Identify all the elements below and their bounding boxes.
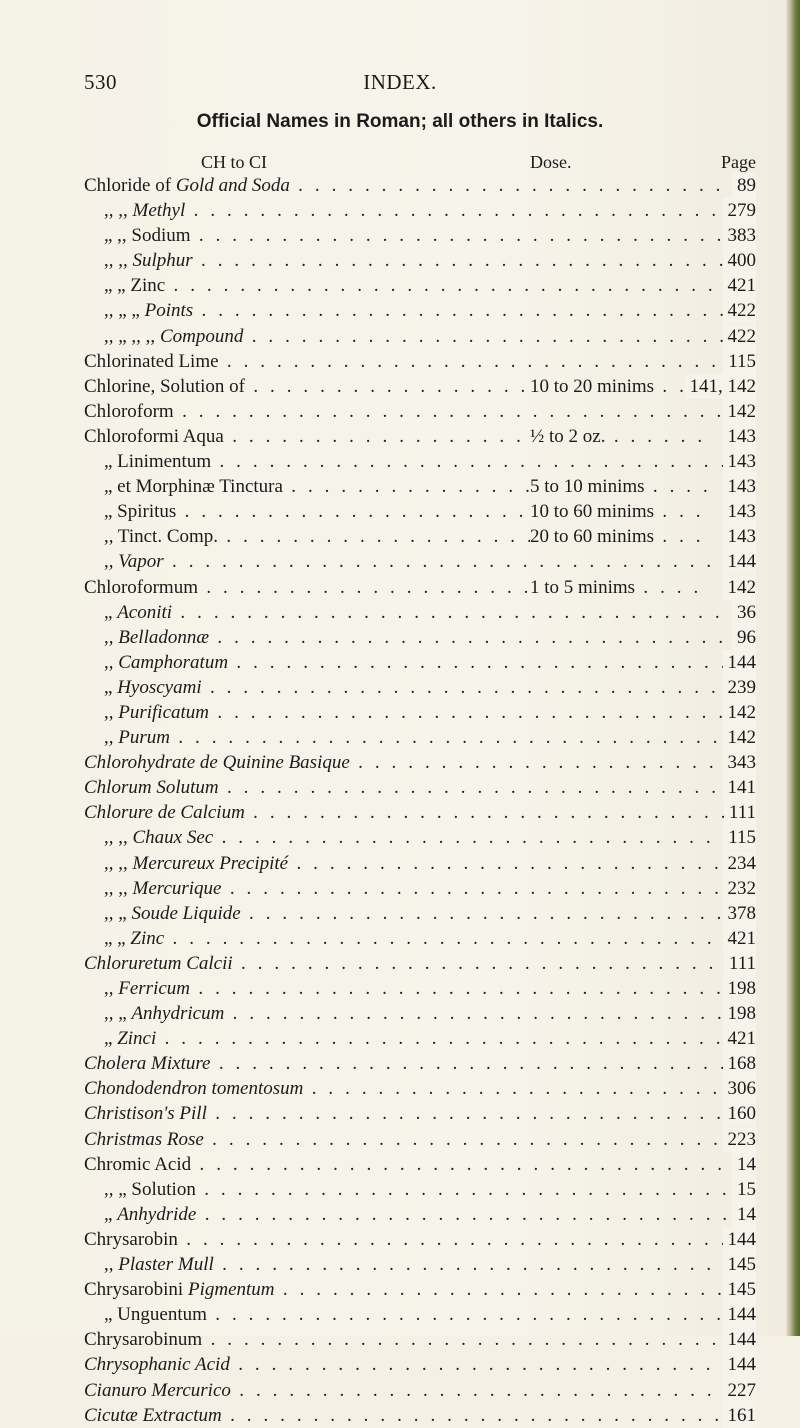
entry-name xyxy=(104,675,756,700)
index-entry xyxy=(84,976,756,1001)
entry-name xyxy=(104,600,756,625)
entry-name xyxy=(104,248,756,273)
page-title: INDEX. xyxy=(363,70,437,94)
index-entry xyxy=(84,524,756,549)
entry-name xyxy=(84,1352,756,1377)
index-entry xyxy=(84,298,756,323)
entry-text: „ „ Zinc xyxy=(104,275,166,297)
entry-name xyxy=(84,1403,756,1428)
entry-dose xyxy=(530,374,710,399)
entry-name xyxy=(84,1227,756,1252)
index-entry-list xyxy=(84,173,756,1428)
index-entry xyxy=(84,349,756,374)
entry-page: 144 xyxy=(723,650,757,675)
entry-name xyxy=(84,800,756,825)
entry-dose-text: 1 to 5 minims xyxy=(530,576,636,598)
entry-text: „ Unguentum xyxy=(104,1304,207,1326)
entry-page: 142 xyxy=(723,399,757,424)
entry-text: „ xyxy=(104,601,118,623)
index-entry xyxy=(84,1051,756,1076)
entry-name xyxy=(104,474,530,499)
entry-text: ,, „ xyxy=(104,1003,132,1025)
entry-text: ,, xyxy=(104,626,119,648)
entry-name xyxy=(84,1127,756,1152)
entry-dose-text: 5 to 10 minims xyxy=(530,476,645,498)
entry-dose xyxy=(530,474,710,499)
entry-page: 234 xyxy=(723,851,757,876)
index-entry xyxy=(84,424,756,449)
entry-page: 144 xyxy=(723,1327,757,1352)
entry-name xyxy=(104,825,756,850)
entry-name xyxy=(104,223,756,248)
entry-page: 15 xyxy=(732,1177,756,1202)
entry-italic-text: Sulphur xyxy=(132,250,193,272)
entry-name xyxy=(104,1252,756,1277)
entry-text: Chrysarobin xyxy=(84,1228,178,1250)
entry-italic-text: Anhydricum xyxy=(131,1003,225,1025)
index-entry xyxy=(84,1177,756,1202)
entry-text: Chloride of xyxy=(84,175,176,196)
entry-text: ,, xyxy=(104,727,119,749)
index-entry xyxy=(84,650,756,675)
entry-text: „ et Morphinæ Tinctura xyxy=(104,476,283,498)
index-entry xyxy=(84,1227,756,1252)
entry-name xyxy=(104,499,530,524)
entry-dose-text: ½ to 2 oz. xyxy=(530,425,606,447)
index-entry xyxy=(84,675,756,700)
entry-name xyxy=(104,1302,756,1327)
index-entry xyxy=(84,750,756,775)
index-entry xyxy=(84,800,756,825)
entry-text: ,, xyxy=(104,651,119,673)
entry-dose-text: 10 to 60 minims xyxy=(530,501,655,523)
entry-text: Chlorine, Solution of xyxy=(84,375,245,397)
entry-dose xyxy=(530,575,710,600)
entry-name xyxy=(104,976,756,1001)
index-entry xyxy=(84,901,756,926)
entry-italic-text: Hyoscyami xyxy=(117,676,202,698)
entry-name xyxy=(84,1076,756,1101)
index-entry xyxy=(84,625,756,650)
entry-page: 115 xyxy=(723,349,756,374)
index-entry xyxy=(84,248,756,273)
entry-page: 14 xyxy=(732,1202,756,1227)
entry-text: Chrysarobini xyxy=(84,1279,188,1301)
index-entry xyxy=(84,1001,756,1026)
entry-italic-text: Points xyxy=(144,300,194,322)
entry-page: 421 xyxy=(723,273,757,298)
entry-text: ,, ,, xyxy=(104,852,133,874)
entry-text: ,, xyxy=(104,978,119,999)
entry-text: Chromic Acid xyxy=(84,1153,192,1175)
entry-page: 142 xyxy=(723,700,757,725)
entry-italic-text: Compound xyxy=(159,325,244,347)
entry-text: Chloroform xyxy=(84,400,174,422)
entry-page: 223 xyxy=(723,1127,757,1152)
entry-italic-text: Pigmentum xyxy=(187,1279,275,1301)
entry-name xyxy=(104,298,756,323)
entry-page: 115 xyxy=(723,825,756,850)
entry-name xyxy=(84,750,756,775)
entry-name xyxy=(84,1051,756,1076)
entry-text: „ xyxy=(104,676,118,698)
index-entry xyxy=(84,1302,756,1327)
index-entry xyxy=(84,173,756,198)
dose-header: Dose. xyxy=(530,152,572,172)
entry-name xyxy=(104,273,756,298)
entry-italic-text: Chloruretum Calcii xyxy=(84,952,233,974)
entry-text: Chrysarobinum xyxy=(84,1329,203,1351)
entry-name xyxy=(104,851,756,876)
entry-italic-text: Methyl xyxy=(132,200,186,222)
entry-page: 306 xyxy=(723,1076,757,1101)
entry-italic-text: Cianuro Mercurico xyxy=(84,1379,231,1401)
entry-name xyxy=(84,424,530,449)
entry-dose-text: 10 to 20 minims xyxy=(530,375,655,397)
index-entry xyxy=(84,223,756,248)
index-entry xyxy=(84,1352,756,1377)
index-entry xyxy=(84,399,756,424)
entry-page: 111 xyxy=(724,800,756,825)
entry-italic-text: Purum xyxy=(118,727,170,749)
entry-italic-text: Camphoratum xyxy=(118,651,229,673)
index-entry xyxy=(84,600,756,625)
entry-text: ,, xyxy=(104,551,119,573)
entry-italic-text: Plaster Mull xyxy=(118,1254,214,1276)
entry-text: ,, „ Solution xyxy=(104,1178,196,1200)
index-entry xyxy=(84,725,756,750)
entry-page: 36 xyxy=(732,600,756,625)
entry-text: ,, xyxy=(104,701,119,723)
index-entry xyxy=(84,1101,756,1126)
index-entry xyxy=(84,549,756,574)
entry-italic-text: Chaux Sec xyxy=(132,827,214,849)
index-entry xyxy=(84,1076,756,1101)
entry-text: ,, „ „ xyxy=(104,300,145,322)
entry-name xyxy=(104,700,756,725)
entry-page: 343 xyxy=(723,750,757,775)
entry-page: 383 xyxy=(723,223,757,248)
entry-name xyxy=(104,1202,756,1227)
entry-italic-text: Anhydride xyxy=(117,1203,197,1225)
entry-name xyxy=(104,198,756,223)
entry-italic-text: Chlorum Solutum xyxy=(84,777,219,799)
entry-text: ,, „ xyxy=(104,902,132,924)
index-entry xyxy=(84,474,756,499)
entry-text: „ Linimentum xyxy=(104,451,212,473)
entry-italic-text: Aconiti xyxy=(117,601,173,623)
entry-italic-text: Gold and Soda xyxy=(175,175,290,196)
entry-name xyxy=(84,575,530,600)
entry-page: 378 xyxy=(723,901,757,926)
index-entry xyxy=(84,1026,756,1051)
entry-name xyxy=(104,524,530,549)
entry-text: „ ,, Sodium xyxy=(104,225,191,247)
entry-dose xyxy=(530,424,710,449)
entry-page: 279 xyxy=(723,198,757,223)
entry-text: ,, „ ,, ,, xyxy=(104,325,160,347)
entry-text: Chloroformum xyxy=(84,576,198,598)
entry-page: 144 xyxy=(723,1302,757,1327)
entry-name xyxy=(104,1177,756,1202)
entry-page: 14 xyxy=(732,1152,756,1177)
entry-page: 145 xyxy=(723,1252,757,1277)
entry-name xyxy=(104,549,756,574)
entry-text: ,, ,, xyxy=(104,250,133,272)
entry-name xyxy=(84,775,756,800)
entry-page: 142 xyxy=(723,725,757,750)
entry-dose xyxy=(530,524,710,549)
entry-name xyxy=(84,951,756,976)
index-entry xyxy=(84,575,756,600)
entry-dose-text: 20 to 60 minims xyxy=(530,526,655,548)
entry-italic-text: Vapor xyxy=(118,551,164,573)
entry-name xyxy=(84,173,756,198)
page-number: 530 xyxy=(84,70,117,94)
entry-page: 89 xyxy=(732,173,756,198)
index-entry xyxy=(84,1327,756,1352)
index-entry xyxy=(84,851,756,876)
index-entry xyxy=(84,1127,756,1152)
entry-italic-text: Soude Liquide xyxy=(131,902,241,924)
entry-italic-text: Purificatum xyxy=(118,701,210,723)
index-entry xyxy=(84,1378,756,1403)
entry-page: 111 xyxy=(724,951,756,976)
entry-text: Chlorinated Lime xyxy=(84,350,219,372)
entry-page: 143 xyxy=(723,424,757,449)
entry-page: 160 xyxy=(723,1101,757,1126)
index-entry xyxy=(84,1403,756,1428)
entry-page: 145 xyxy=(723,1277,757,1302)
index-entry xyxy=(84,951,756,976)
entry-page: 142 xyxy=(723,575,757,600)
entry-name xyxy=(84,1152,756,1177)
entry-name xyxy=(104,876,756,901)
entry-page: 141 xyxy=(723,775,757,800)
index-entry xyxy=(84,926,756,951)
entry-italic-text: Mercurique xyxy=(132,877,222,899)
entry-italic-text: Belladonnæ xyxy=(118,626,210,648)
index-entry xyxy=(84,700,756,725)
entry-page: 144 xyxy=(723,1227,757,1252)
entry-text: „ „ xyxy=(104,927,131,949)
entry-page: 400 xyxy=(723,248,757,273)
index-entry xyxy=(84,876,756,901)
entry-page: 143 xyxy=(723,524,757,549)
entry-name xyxy=(84,399,756,424)
entry-page: 422 xyxy=(723,298,757,323)
entry-page: 144 xyxy=(723,1352,757,1377)
entry-name xyxy=(104,625,756,650)
index-entry xyxy=(84,775,756,800)
entry-name xyxy=(104,650,756,675)
entry-italic-text: Zinc xyxy=(130,927,165,949)
index-entry xyxy=(84,499,756,524)
entry-name xyxy=(104,449,756,474)
entry-page: 422 xyxy=(723,324,757,349)
entry-name xyxy=(104,901,756,926)
index-entry xyxy=(84,198,756,223)
entry-page: 421 xyxy=(723,1026,757,1051)
entry-name xyxy=(84,374,530,399)
entry-page: 168 xyxy=(723,1051,757,1076)
entry-page: 96 xyxy=(732,625,756,650)
entry-name xyxy=(84,1277,756,1302)
entry-page: 198 xyxy=(723,976,757,1001)
entry-page: 232 xyxy=(723,876,757,901)
entry-page: 143 xyxy=(723,499,757,524)
entry-name xyxy=(104,324,756,349)
page-edge xyxy=(786,0,800,1336)
entry-page: 239 xyxy=(723,675,757,700)
entry-italic-text: Christmas Rose xyxy=(84,1128,204,1150)
entry-text: „ xyxy=(104,1028,118,1050)
index-entry xyxy=(84,1202,756,1227)
entry-text: „ Spiritus xyxy=(104,501,177,523)
index-entry xyxy=(84,324,756,349)
entry-text: ,, ,, xyxy=(104,200,133,222)
index-entry xyxy=(84,1277,756,1302)
page-header xyxy=(0,70,800,96)
index-entry xyxy=(84,825,756,850)
index-entry xyxy=(84,374,756,399)
entry-italic-text: Chondodendron tomentosum xyxy=(84,1078,304,1100)
entry-page: 421 xyxy=(723,926,757,951)
entry-text: ,, xyxy=(104,1254,119,1276)
entry-page: 141, 142 xyxy=(685,374,757,399)
entry-italic-text: Zinci xyxy=(117,1028,157,1050)
entry-name xyxy=(104,926,756,951)
entry-italic-text: Chrysophanic Acid xyxy=(84,1354,230,1376)
entry-page: 143 xyxy=(723,449,757,474)
entry-page: 227 xyxy=(723,1378,757,1403)
index-entry xyxy=(84,449,756,474)
index-entry xyxy=(84,1152,756,1177)
entry-italic-text: Mercureux Precipité xyxy=(132,852,289,874)
entry-text: ,, Tinct. Comp. xyxy=(104,526,219,548)
entry-text: ,, ,, xyxy=(104,827,133,849)
entry-page: 143 xyxy=(723,474,757,499)
entry-italic-text: Ferricum xyxy=(118,978,191,999)
index-entry xyxy=(84,1252,756,1277)
entry-page: 144 xyxy=(723,549,757,574)
entry-italic-text: Chlorohydrate de Quinine Basique xyxy=(84,752,350,774)
entry-text: Chloroformi Aqua xyxy=(84,425,224,447)
entry-name xyxy=(104,1026,756,1051)
entry-page: 161 xyxy=(723,1403,757,1428)
index-subtitle: Official Names in Roman; all others in Italics. xyxy=(196,111,604,132)
entry-italic-text: Cholera Mixture xyxy=(84,1053,211,1075)
entry-page: 198 xyxy=(723,1001,757,1026)
entry-name xyxy=(84,1101,756,1126)
entry-dose xyxy=(530,499,710,524)
entry-italic-text: Christison's Pill xyxy=(84,1103,207,1125)
entry-italic-text: Cicutæ Extractum xyxy=(84,1404,222,1426)
entry-name xyxy=(84,1327,756,1352)
entry-italic-text: Chlorure de Calcium xyxy=(84,802,245,824)
entry-name xyxy=(84,1378,756,1403)
entry-name xyxy=(84,349,756,374)
entry-text: ,, ,, xyxy=(104,877,133,899)
entry-name xyxy=(104,1001,756,1026)
page-header-col: Page xyxy=(721,152,756,172)
index-entry xyxy=(84,273,756,298)
entry-text: „ xyxy=(104,1203,118,1225)
entry-name xyxy=(104,725,756,750)
range-header: CH to CI xyxy=(201,152,268,172)
